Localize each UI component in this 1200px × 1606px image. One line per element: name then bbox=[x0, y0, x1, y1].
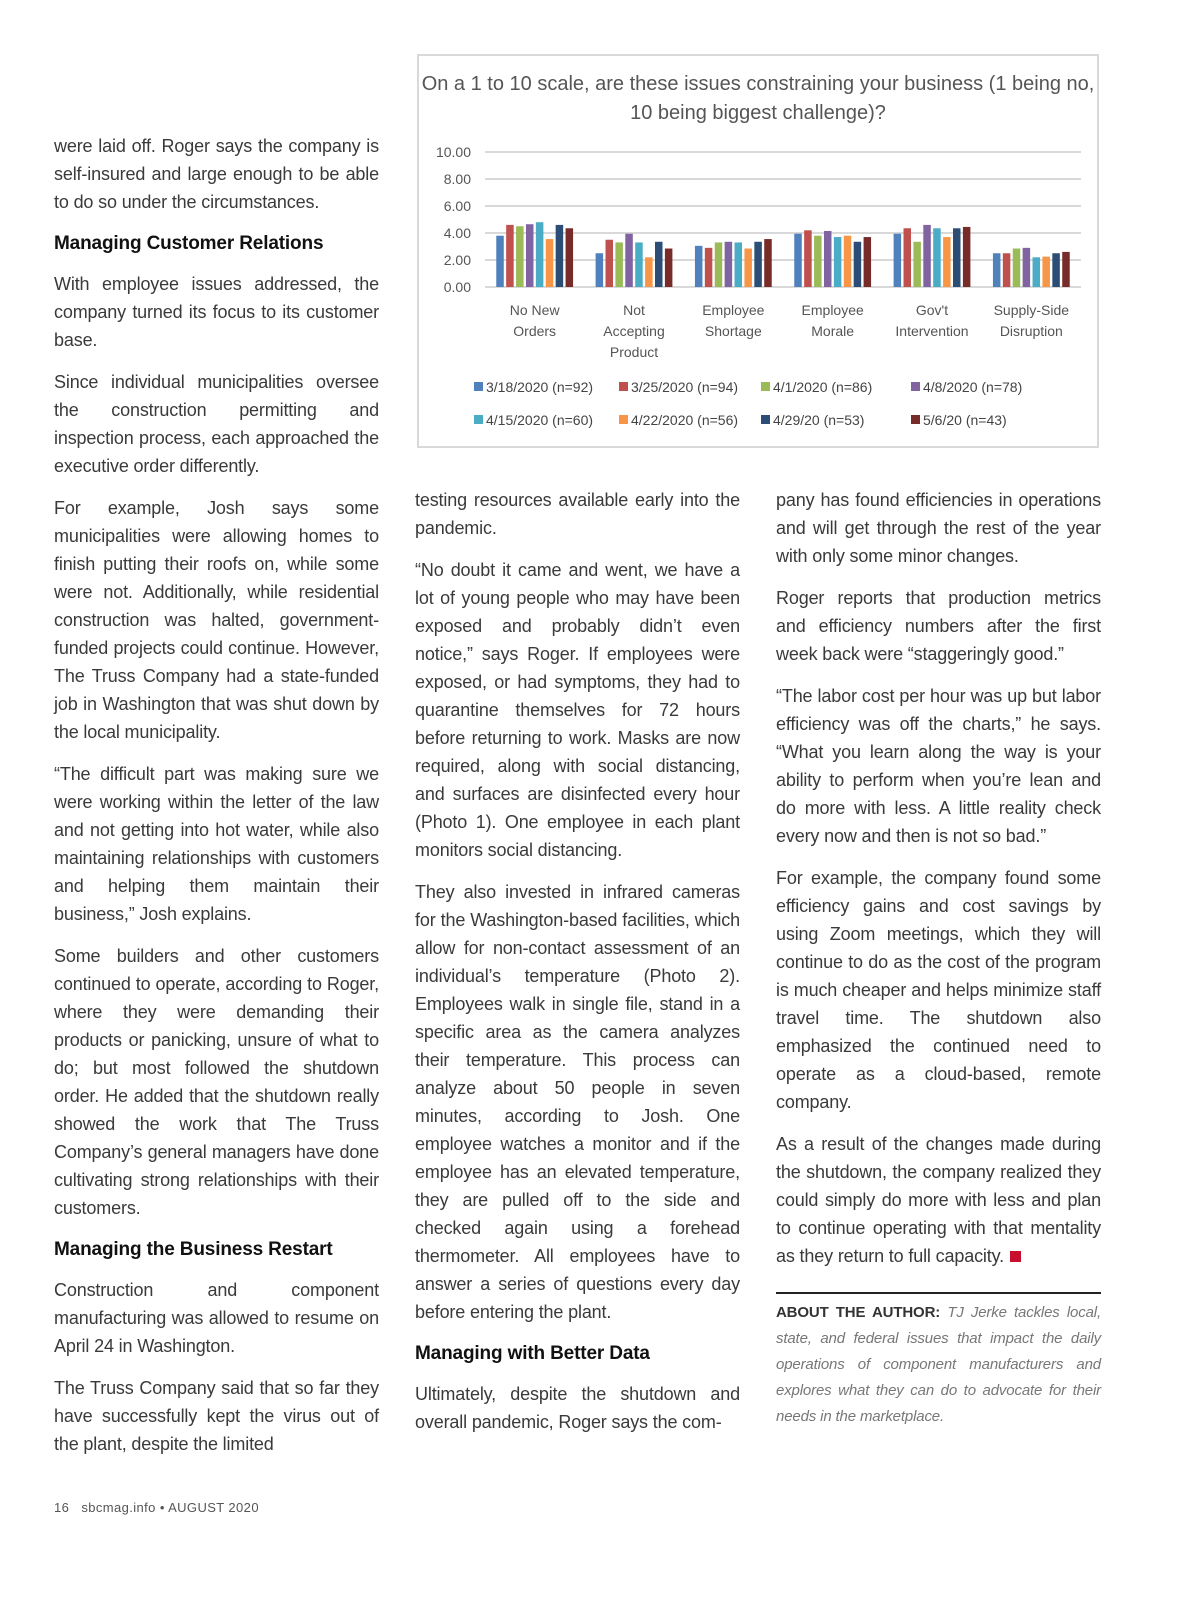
x-category-label: Orders bbox=[513, 323, 557, 339]
bar bbox=[794, 234, 802, 287]
bar bbox=[744, 249, 752, 287]
bar bbox=[1003, 253, 1011, 287]
bar bbox=[933, 228, 941, 287]
bar bbox=[635, 242, 643, 287]
bar bbox=[904, 228, 912, 287]
y-tick-label: 4.00 bbox=[443, 225, 471, 241]
bar bbox=[834, 237, 842, 287]
paragraph: testing resources available early into the pandemic. bbox=[415, 490, 740, 538]
y-tick-label: 10.00 bbox=[435, 144, 471, 160]
text-column-left bbox=[54, 132, 379, 1472]
bar bbox=[496, 236, 504, 287]
legend-label: 4/1/2020 (n=86) bbox=[773, 379, 873, 395]
legend-swatch bbox=[761, 415, 770, 424]
bar bbox=[854, 242, 862, 287]
paragraph: Some builders and other customers continued to operate, according to Roger, where they were demanding their products or panicking, unsure of what to do; but most followed the shutdown order. He added that the shutdown really showed the work that The Truss Company’s general managers have done cultivating strong relationships with their customers. bbox=[54, 946, 379, 1218]
bar bbox=[1062, 252, 1070, 287]
paragraph: pany has found efficiencies in operations and will get through the rest of the year with only some minor changes. bbox=[776, 490, 1101, 566]
x-category-label: Employee bbox=[801, 302, 864, 318]
bar bbox=[645, 257, 653, 287]
bar bbox=[764, 239, 772, 287]
x-category-label: Morale bbox=[811, 323, 855, 339]
bar bbox=[566, 228, 574, 287]
legend-label: 4/15/2020 (n=60) bbox=[486, 412, 594, 428]
x-category-label: Employee bbox=[702, 302, 765, 318]
y-tick-label: 8.00 bbox=[443, 171, 471, 187]
paragraph: Since individual municipalities oversee the construction permitting and inspection process, each approached the executive order differently. bbox=[54, 372, 379, 476]
paragraph: were laid off. Roger says the company is self-insured and large enough to be able to do so under the circumstances. bbox=[54, 136, 379, 212]
bar bbox=[824, 231, 832, 287]
y-tick-label: 6.00 bbox=[443, 198, 471, 214]
bar bbox=[953, 228, 961, 287]
legend-label: 4/8/2020 (n=78) bbox=[923, 379, 1023, 395]
bar bbox=[665, 249, 673, 287]
paragraph bbox=[776, 1130, 1101, 1270]
paragraph: “The difficult part was making sure we were working within the letter of the law and not getting into hot water, while also maintaining relationships with customers and helping them maintain their business,” Josh explains. bbox=[54, 764, 379, 924]
paragraph: Ultimately, despite the shutdown and overall pandemic, Roger says the com- bbox=[415, 1384, 740, 1432]
y-tick-label: 2.00 bbox=[443, 252, 471, 268]
bar bbox=[923, 225, 931, 287]
survey-chart bbox=[417, 54, 1099, 448]
legend-label: 3/18/2020 (n=92) bbox=[486, 379, 594, 395]
about-the-author bbox=[776, 1292, 1101, 1430]
legend-swatch bbox=[911, 415, 920, 424]
bar bbox=[606, 240, 614, 287]
paragraph: For example, the company found some efficiency gains and cost savings by using Zoom meetings, which they will continue to do as the cost of the program is much cheaper and helps minimize staff travel time. The shutdown also emphasized the continued need to operate as a cloud-based, remote company. bbox=[776, 868, 1101, 1112]
bar bbox=[536, 222, 544, 287]
bar bbox=[993, 253, 1001, 287]
paragraph: “The labor cost per hour was up but labor efficiency was off the charts,” he says. “What you learn along the way is your ability to perform when you’re lean and do more with less. A little reality check every now and then is not so bad.” bbox=[776, 686, 1101, 846]
paragraph-text: As a result of the changes made during the shutdown, the company realized they could simply do more with less and plan to continue operating with that mentality as they return to full capacity. bbox=[776, 1134, 1101, 1266]
bar bbox=[963, 227, 971, 287]
bar bbox=[556, 225, 564, 287]
bar bbox=[596, 253, 604, 287]
legend-label: 5/6/20 (n=43) bbox=[923, 412, 1007, 428]
legend-swatch bbox=[474, 382, 483, 391]
x-category-label: Supply-Side bbox=[993, 302, 1070, 318]
author-label: ABOUT THE AUTHOR: bbox=[776, 1304, 941, 1321]
bar bbox=[705, 248, 713, 287]
bar bbox=[804, 230, 812, 287]
x-category-label: Gov't bbox=[915, 302, 949, 318]
page-footer bbox=[54, 1500, 259, 1515]
bar bbox=[655, 242, 663, 287]
bar bbox=[1042, 257, 1050, 287]
bar bbox=[526, 224, 534, 287]
legend-swatch bbox=[911, 382, 920, 391]
text-column-middle bbox=[415, 486, 740, 1450]
legend-label: 3/25/2020 (n=94) bbox=[631, 379, 739, 395]
x-category-label: Shortage bbox=[704, 323, 762, 339]
bar bbox=[1033, 257, 1041, 287]
bar bbox=[735, 242, 743, 287]
paragraph: “No doubt it came and went, we have a lot of young people who may have been exposed and probably didn’t even notice,” says Roger. If employees were exposed, or had symptoms, they had to quarantine themselves for 72 hours before returning to work. Masks are now required, along with social distancing, and surfaces are disinfected every hour (Photo 1). One employee in each plant monitors social distancing. bbox=[415, 560, 740, 860]
bar bbox=[725, 242, 733, 287]
bar bbox=[546, 239, 554, 287]
bar bbox=[943, 237, 951, 287]
paragraph: With employee issues addressed, the company turned its focus to its customer base. bbox=[54, 274, 379, 350]
paragraph: Construction and component manufacturing was allowed to resume on April 24 in Washington. bbox=[54, 1280, 379, 1356]
bar bbox=[516, 226, 524, 287]
legend-label: 4/22/2020 (n=56) bbox=[631, 412, 739, 428]
footer-bullet: • bbox=[159, 1500, 165, 1515]
paragraph: For example, Josh says some municipalities were allowing homes to finish putting their roofs on, while some were not. Additionally, while residential construction was halted, government-funded projects could continue. However, The Truss Company had a state-funded job in Washington that was shut down by the local municipality. bbox=[54, 498, 379, 742]
bar bbox=[814, 236, 822, 287]
bar bbox=[615, 242, 623, 287]
bar bbox=[625, 234, 633, 287]
bar bbox=[1013, 249, 1021, 287]
x-category-label: Not bbox=[623, 302, 645, 318]
paragraph: They also invested in infrared cameras for the Washington-based facilities, which allow for non-contact assessment of an individual’s temperature (Photo 2). Employees walk in single file, stand in a specific area as the camera analyzes their temperature. This process can analyze about 50 people in seven minutes, according to Josh. One employee watches a monitor and if the employee has an elevated temperature, they are pulled off to the side and checked again using a forehead thermometer. All employees have to answer a series of questions every day before entering the plant. bbox=[415, 882, 740, 1322]
page-number: 16 bbox=[54, 1500, 70, 1515]
x-category-label: No New bbox=[509, 302, 560, 318]
legend-swatch bbox=[619, 382, 628, 391]
paragraph: Roger reports that production metrics and efficiency numbers after the first week back were “staggeringly good.” bbox=[776, 588, 1101, 664]
x-category-label: Accepting bbox=[603, 323, 665, 339]
x-category-label: Intervention bbox=[895, 323, 969, 339]
bar bbox=[695, 246, 703, 287]
section-heading: Managing with Better Data bbox=[415, 1343, 650, 1364]
bar bbox=[913, 242, 921, 287]
legend-swatch bbox=[761, 382, 770, 391]
bar bbox=[1052, 253, 1060, 287]
issue-date: AUGUST 2020 bbox=[168, 1500, 259, 1515]
bar bbox=[715, 242, 723, 287]
site-link[interactable]: sbcmag.info bbox=[81, 1500, 156, 1515]
bar bbox=[894, 234, 902, 287]
bar bbox=[864, 237, 872, 287]
paragraph: The Truss Company said that so far they have successfully kept the virus out of the plant, despite the limited bbox=[54, 1378, 379, 1454]
legend-label: 4/29/20 (n=53) bbox=[773, 412, 865, 428]
x-category-label: Disruption bbox=[999, 323, 1063, 339]
bar bbox=[844, 236, 852, 287]
section-heading: Managing the Business Restart bbox=[54, 1239, 333, 1260]
legend-swatch bbox=[474, 415, 483, 424]
section-heading: Managing Customer Relations bbox=[54, 233, 324, 254]
end-mark-icon bbox=[1010, 1251, 1021, 1262]
bar bbox=[754, 242, 762, 287]
bar bbox=[506, 225, 514, 287]
legend-swatch bbox=[619, 415, 628, 424]
author-bio: TJ Jerke tackles local, state, and federal issues that impact the daily operations of component manufacturers and explores what they can do to advocate for their needs in the marketplace. bbox=[776, 1304, 1101, 1425]
chart-title: On a 1 to 10 scale, are these issues constraining your business (1 being no, 10 being biggest challenge)? bbox=[421, 73, 1095, 124]
x-category-label: Product bbox=[609, 344, 659, 360]
bar bbox=[1023, 248, 1030, 287]
y-tick-label: 0.00 bbox=[443, 279, 471, 295]
text-column-right bbox=[776, 486, 1101, 1430]
